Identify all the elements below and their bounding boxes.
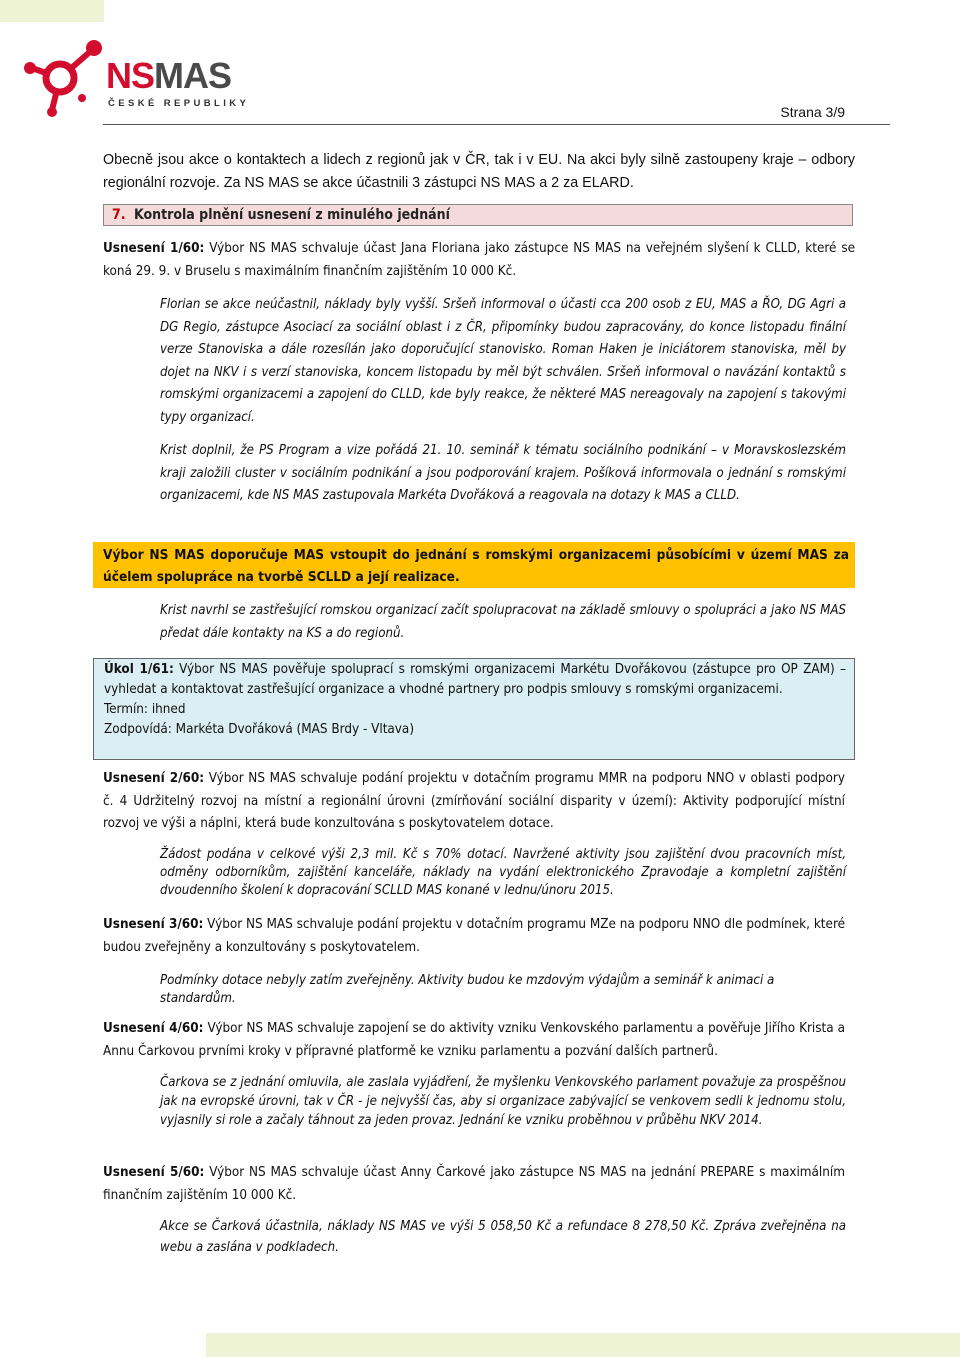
resolution-label: Usnesení 1/60:: [103, 241, 205, 256]
note-prepare: Akce se Čarková účastnila, náklady NS MAS ve výši 5 058,50 Kč a refundace 8 278,50 Kč. Zpráva zveřejněna na webu a zaslána v podkladech.: [160, 1219, 846, 1255]
resolution-4-60: [103, 1018, 845, 1063]
intro-paragraph: Obecně jsou akce o kontaktech a lidech z regionů jak v ČR, tak i v EU. Na akci byly silně zastoupeny kraje – odbory regionální rozvoje. Za NS MAS se akce účastnili 3 zástupci NS MAS a 2 za ELARD.: [103, 152, 855, 191]
molecule-logo-icon: [22, 38, 112, 118]
resolution-3-60: [103, 914, 845, 959]
section-number: 7.: [112, 207, 126, 223]
logo-subtitle: ČESKÉ REPUBLIKY: [108, 98, 250, 109]
task-text: Výbor NS MAS pověřuje spoluprací s romskými organizacemi Markétu Dvořákovou (zástupce pro OP ZAM) – vyhledat a kontaktovat zastřešující organizace a vhodné partnery pro podpis smlouvy s romskými organizacemi.: [104, 662, 846, 697]
header-divider: [103, 124, 890, 125]
corner-decoration-top: [0, 0, 104, 22]
page-number: Strana 3/9: [780, 104, 845, 120]
resolution-text: Výbor NS MAS schvaluje podání projektu v dotačním programu MMR na podporu NNO v oblasti podpory č. 4 Udržitelný rozvoj na místní a regionální úrovni (zmírňování sociální disparity v území): Aktivity podporující místní rozvoj ve výši a náplni, která bude konzultována s poskytovatelem dotace.: [103, 771, 846, 832]
resolution-label: Usnesení 3/60:: [103, 917, 204, 932]
resolution-text: Výbor NS MAS schvaluje podání projektu v dotačním programu MZe na podporu NNO dle podmínek, které budou zveřejněny a konzultovány s poskytovatelem.: [103, 917, 846, 955]
resolution-2-60: [103, 768, 845, 836]
note-krist-proposal: Krist navrhl se zastřešující romskou organizací začít spolupracovat na základě smlouvy o spolupráci a jako NS MAS předat dále kontakty na KS a do regionů.: [160, 603, 846, 641]
corner-decoration-bottom: [206, 1333, 960, 1357]
note-carkova: Čarkova se z jednání omluvila, ale zaslala vyjádření, že myšlenku Venkovského parlament považuje za prospěšnou jak na evropské úrovni, tak v ČR - je nejvyšší čas, aby si organizace zabývající se venkovem sedli k jednomu stolu, vyjasnily si role a začaly táhnout za jeden provaz. Jednání ke vzniku proběhnou v průběhu NKV 2014.: [160, 1075, 846, 1128]
task-deadline: Termín: ihned: [104, 702, 186, 717]
task-description: [104, 660, 846, 700]
nsmas-logo: [22, 38, 250, 118]
task-label: Úkol 1/61:: [104, 662, 174, 677]
note-conditions: Podmínky dotace nebyly zatím zveřejněny. Aktivity budou ke mzdovým výdajům a seminář k animaci a standardům.: [160, 973, 775, 1006]
resolution-text: Výbor NS MAS schvaluje účast Anny Čarkové jako zástupce NS MAS na jednání PREPARE s maximálním finančním zajištěním 10 000 Kč.: [103, 1165, 845, 1203]
note-florian: Florian se akce neúčastnil, náklady byly vyšší. Sršeň informoval o účasti cca 200 osob z EU, MAS a ŘO, DG Agri a DG Regio, zástupce Asociací za sociální oblast i z ČR, připomínky budou zapracovány, do konce listopadu finální verze Stanoviska a dále rozesílán jako doporučující stanovisko. Roman Haken je iniciátorem stanoviska, měl by dojet na NKV i s verzí stanoviska, koncem listopadu by měl být schválen. Sršeň informoval o navázání kontaktů s romskými organizacemi a zapojení do CLLD, kde byly reakce, že některé MAS nereagovaly na zapojení s takovými typy organizací.: [160, 297, 846, 425]
recommendation-box: Výbor NS MAS doporučuje MAS vstoupit do jednání s romskými organizacemi působícími v území MAS za účelem spolupráce na tvorbě SCLLD a její realizace.: [93, 542, 855, 588]
section-title: Kontrola plnění usnesení z minulého jednání: [133, 207, 450, 223]
note-krist-seminar: Krist doplnil, že PS Program a vize pořádá 21. 10. seminář k tématu sociálního podnikání – v Moravskoslezském kraji založili cluster v sociálním podnikání a jsou podporování krajem. Pošíková informovala o jednání s romskými organizacemi, kde NS MAS zastupovala Markéta Dvořáková a reagovala na dotazy k MAS a CLLD.: [160, 443, 846, 504]
resolution-text: Výbor NS MAS schvaluje účast Jana Floriana jako zástupce NS MAS na veřejném slyšení k CLLD, které se koná 29. 9. v Bruselu s maximálním finančním zajištěním 10 000 Kč.: [103, 241, 856, 279]
resolution-label: Usnesení 2/60:: [103, 771, 205, 786]
note-application: Žádost podána v celkové výši 2,3 mil. Kč s 70% dotací. Navržené aktivity jsou zajištění dvou pracovních míst, odměny odborníkům, zajištění kanceláře, náklady na vydání elektronického Zpravodaje a kompletní zajištění dvoudenního školení k dopracování SCLLD MAS konané v lednu/únoru 2015.: [160, 847, 846, 898]
task-box: [93, 658, 855, 760]
section-heading: [103, 204, 853, 226]
resolution-1-60: [103, 238, 855, 283]
resolution-text: Výbor NS MAS schvaluje zapojení se do aktivity vzniku Venkovského parlamentu a pověřuje Jiřího Krista a Annu Čarkovou prvními kroky v přípravné platformě ke vzniku parlamentu a pozvání dalších partnerů.: [103, 1021, 846, 1059]
logo-wordmark: NSMAS: [106, 55, 232, 96]
resolution-label: Usnesení 5/60:: [103, 1165, 205, 1180]
task-responsible: Zodpovídá: Markéta Dvořáková (MAS Brdy - Vltava): [104, 722, 415, 737]
resolution-5-60: [103, 1162, 845, 1207]
resolution-label: Usnesení 4/60:: [103, 1021, 204, 1036]
